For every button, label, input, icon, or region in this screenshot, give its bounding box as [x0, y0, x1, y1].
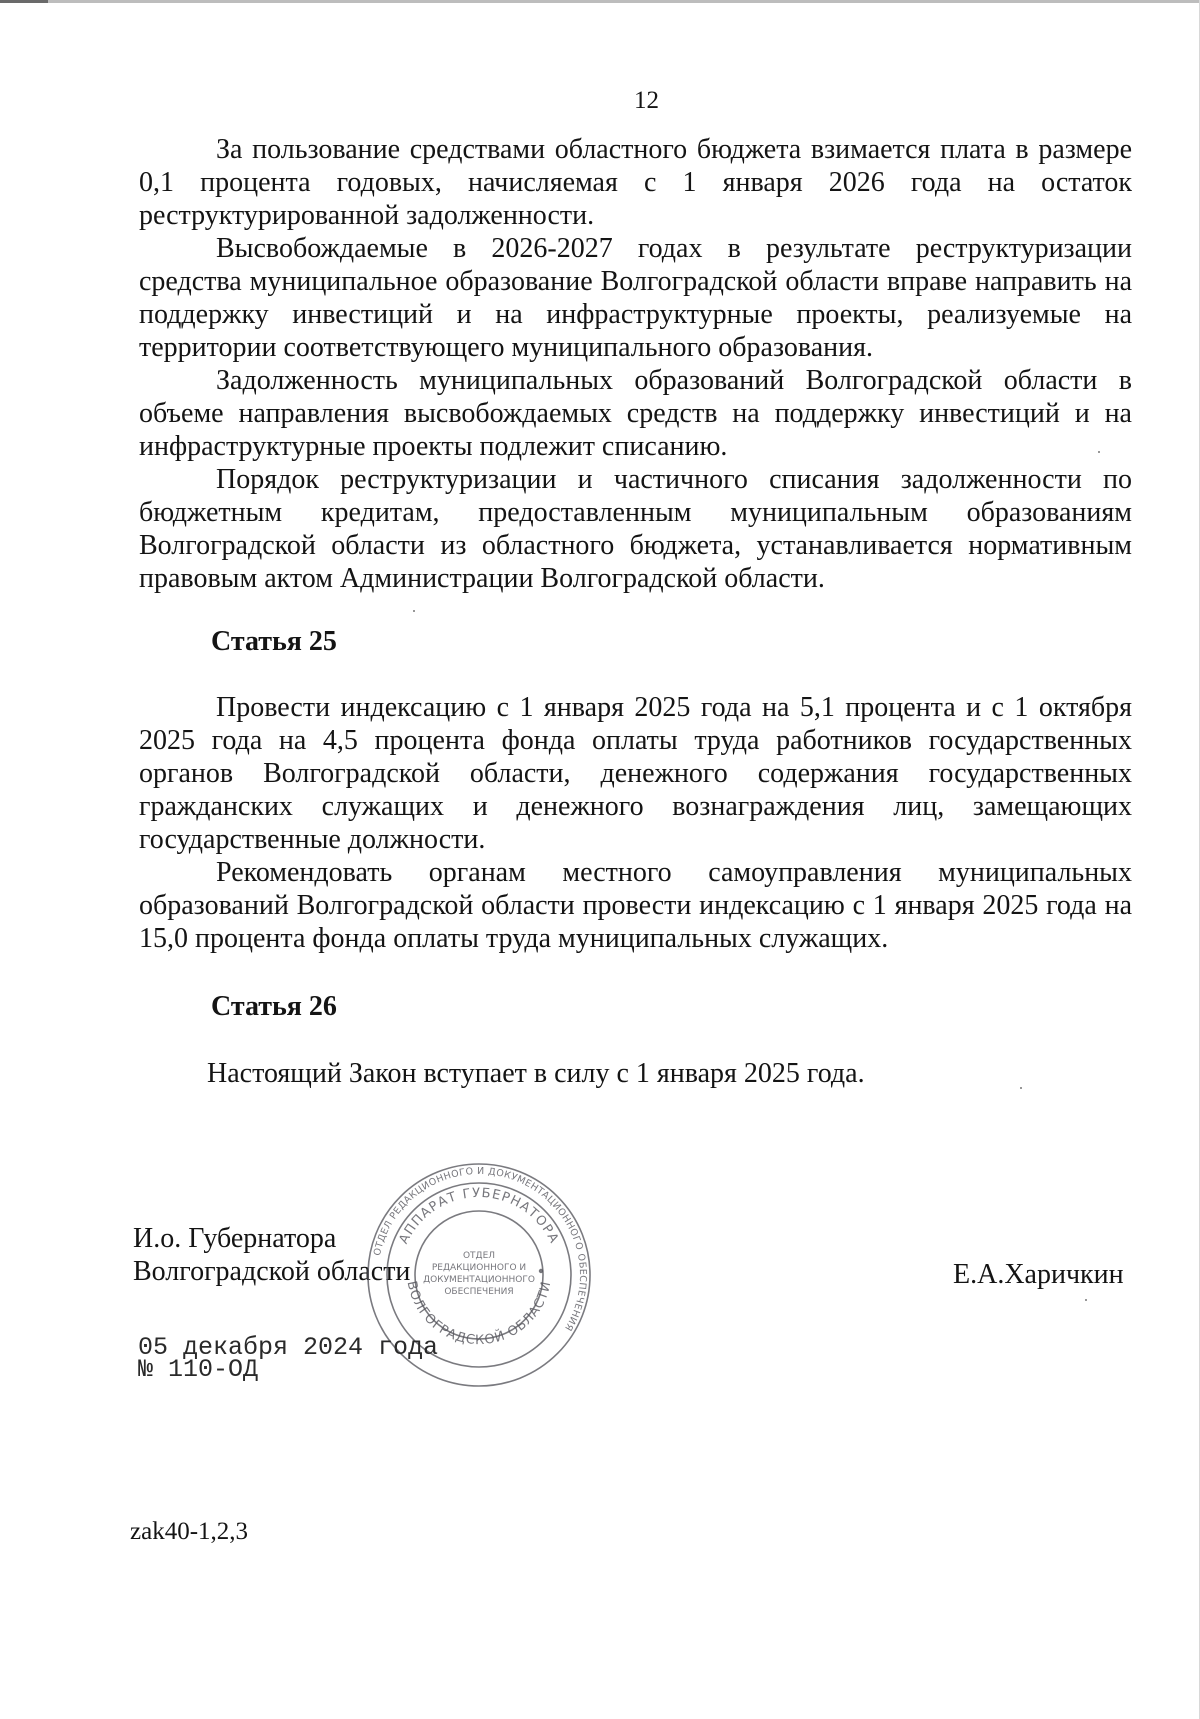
paragraph: За пользование средствами областного бюджета взимается плата в размере 0,1 процента годовых, начисляемая с 1 января 2026 года на остаток реструктурированной задолженности. [139, 134, 1132, 231]
seal-bottom-text: ВОЛГОГРАДСКОЙ ОБЛАСТИ [403, 1279, 555, 1349]
registration-stamp [138, 1333, 439, 1384]
seal-dot [539, 1269, 543, 1273]
scan-speck [413, 610, 415, 612]
signatory-title-line: И.о. Губернатора [133, 1223, 337, 1254]
signatory-name: Е.А.Харичкин [953, 1259, 1124, 1290]
seal-center-line: ДОКУМЕНТАЦИОННОГО [423, 1275, 535, 1285]
article-heading: Статья 26 [211, 991, 337, 1022]
file-code: zak40-1,2,3 [130, 1518, 249, 1545]
paragraph: Рекомендовать органам местного самоуправления муниципальных образований Волгоградской области провести индексацию с 1 января 2025 года на 15,0 процента фонда оплаты труда муниципальных служащих. [139, 857, 1132, 954]
paragraph: Провести индексацию с 1 января 2025 года на 5,1 процента и с 1 октября 2025 года на 4,5 процента фонда оплаты труда работников государственных органов Волгоградской области, денежного содержания государственных гражданских служащих и денежного вознаграждения лиц, замещающих государственные должности. [139, 692, 1132, 855]
seal-top-text: АППАРАТ ГУБЕРНАТОРА [396, 1185, 562, 1247]
seal-center-line: РЕДАКЦИОННОГО И [431, 1263, 527, 1273]
paragraph: Порядок реструктуризации и частичного списания задолженности по бюджетным кредитам, предоставленным муниципальным образованиям Волгоградской области из областного бюджета, устанавливается нормативным правовым актом Администрации Волгоградской области. [139, 464, 1132, 594]
scan-speck [1085, 1299, 1087, 1301]
body-top [139, 133, 1132, 595]
article-25-body [139, 691, 1132, 955]
paragraph: Задолженность муниципальных образований Волгоградской области в объеме направления высвобождаемых средств на поддержку инвестиций и на инфраструктурные проекты подлежит списанию. [139, 365, 1132, 462]
effective-date-text: Настоящий Закон вступает в силу с 1 января 2025 года. [207, 1058, 865, 1089]
paragraph: Высвобождаемые в 2026-2027 годах в результате реструктуризации средства муниципальное образование Волгоградской области вправе направить на поддержку инвестиций и на инфраструктурные проекты, реализуемые на территории соответствующего муниципального образования. [139, 233, 1132, 363]
seal-center-line: ОБЕСПЕЧЕНИЯ [444, 1287, 514, 1297]
page-number: 12 [634, 87, 659, 114]
registration-number: № 110-ОД [138, 1355, 259, 1384]
article-heading: Статья 25 [211, 626, 337, 657]
scan-edge [0, 0, 1200, 3]
signatory-title-line: Волгоградской области [133, 1256, 411, 1287]
scan-speck [1020, 1087, 1022, 1089]
seal-center-line: ОТДЕЛ [462, 1251, 496, 1261]
registration-date: 05 декабря 2024 года [138, 1333, 439, 1362]
seal-outer-text: ОТДЕЛ РЕДАКЦИОННОГО И ДОКУМЕНТАЦИОННОГО ОБЕСПЕЧЕНИЯ [371, 1165, 589, 1333]
scan-speck [1098, 451, 1100, 453]
